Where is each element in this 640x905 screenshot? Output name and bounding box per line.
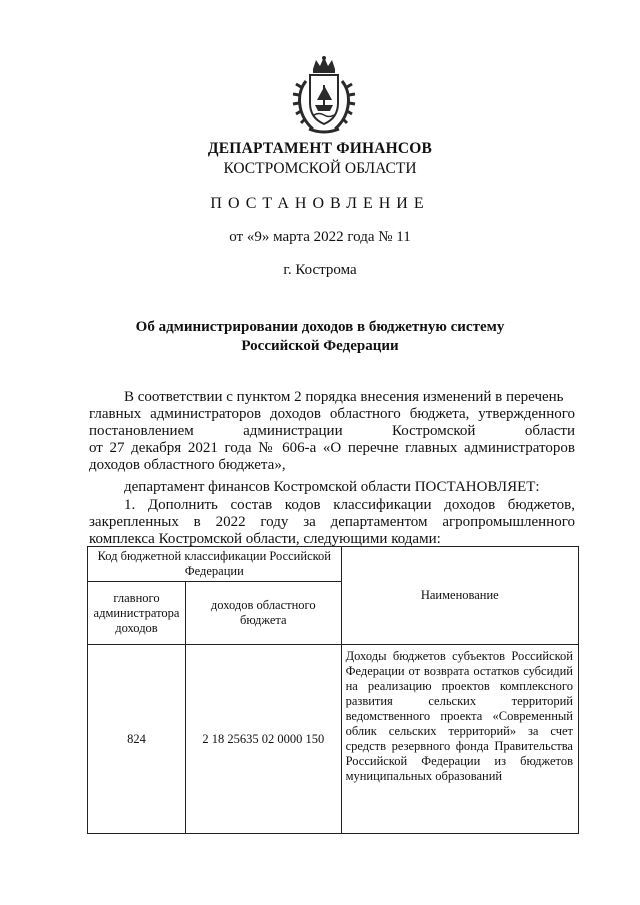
budget-header-cell: доходов областного бюджета <box>185 582 341 645</box>
document-type: ПОСТАНОВЛЕНИЕ <box>210 195 430 212</box>
income-name-cell: Доходы бюджетов субъектов Российской Федерации от возврата остатков субсидий на реализацию проектов комплексного развития сельских территорий ведомственного проекта «Современный облик сельских территорий» за счет средств резервного фонда Правительства Российской Федерации из бюджетов муниципальных образований <box>341 645 578 834</box>
department-name: ДЕПАРТАМЕНТ ФИНАНСОВ <box>207 140 433 157</box>
document-city: г. Кострома <box>283 262 357 278</box>
paragraph-item-1 <box>89 497 575 548</box>
admin-code-cell: 824 <box>88 645 186 834</box>
paragraph-line: доходов областного бюджета», <box>89 457 286 473</box>
table-header-row <box>88 547 579 582</box>
budget-code-cell: 2 18 25635 02 0000 150 <box>185 645 341 834</box>
document-title <box>0 318 640 356</box>
title-line-1: Об администрировании доходов в бюджетную систему <box>135 319 505 335</box>
paragraph-line: главных администраторов доходов областного бюджета, утвержденного <box>89 406 575 422</box>
name-header-cell: Наименование <box>341 547 578 645</box>
paragraph-line: В соответствии с пунктом 2 порядка внесения изменений в перечень <box>124 389 564 405</box>
paragraph-line: постановлением администрации Костромской области <box>89 423 575 439</box>
codes-table <box>87 546 579 834</box>
region-name: КОСТРОМСКОЙ ОБЛАСТИ <box>223 160 417 177</box>
paragraph-line: комплекса Костромской области, следующими кодами: <box>89 531 441 547</box>
admin-header-cell: главного администратора доходов <box>88 582 186 645</box>
title-line-2: Российской Федерации <box>241 338 399 354</box>
paragraph-line: 1. Дополнить состав кодов классификации доходов бюджетов, <box>124 497 575 513</box>
paragraph-preamble <box>89 389 575 474</box>
paragraph-line: от 27 декабря 2021 года № 606-а «О перечне главных администраторов <box>89 440 575 456</box>
paragraph-resolves: департамент финансов Костромской области ПОСТАНОВЛЯЕТ: <box>124 479 540 495</box>
coat-of-arms-icon <box>291 55 357 137</box>
group-header-cell: Код бюджетной классификации Российской Федерации <box>88 547 342 582</box>
paragraph-line: закрепленных в 2022 году за департаментом агропромышленного <box>89 514 575 530</box>
table-row <box>88 645 579 834</box>
document-date-number: от «9» марта 2022 года № 11 <box>229 229 411 245</box>
